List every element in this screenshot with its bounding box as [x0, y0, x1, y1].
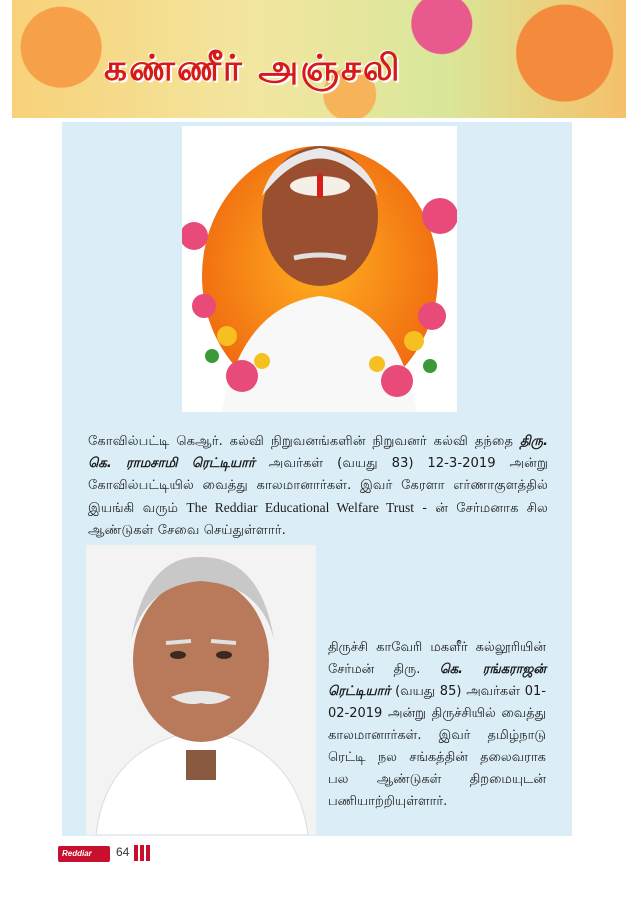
tribute2-name: கெ. ரங்கராஜன் ரெட்டியார்	[328, 662, 546, 699]
tribute-paragraph-1	[88, 431, 548, 542]
footer-bars-decoration	[134, 845, 152, 865]
tribute1-line3: கோவில்பட்டியில் வைத்து காலமானார்கள். இவர் கேரளா எர்ணாகுளத்தில் இயங்கி வரும்	[88, 478, 548, 517]
tribute1-name: திரு. கெ. ராமசாமி ரெட்டியார்	[88, 434, 548, 472]
magazine-logo	[58, 846, 110, 862]
portrait-icon	[182, 126, 457, 412]
portrait-icon	[86, 545, 316, 835]
tribute1-line4: - ன் சேர்மனாக சில ஆண்டுகள் சேவை செய்துள்ளார்.	[88, 501, 548, 539]
page-number: 64	[116, 845, 130, 859]
header-banner	[12, 0, 626, 118]
portrait-photo-2	[86, 545, 316, 835]
tribute1-line1: கோவில்பட்டி கெஆர். கல்வி நிறுவனங்களின் நிறுவனர் கல்வி தந்தை	[88, 434, 514, 450]
magazine-logo-text: Reddiar	[62, 849, 92, 858]
tribute1-english-name: The Reddiar Educational Welfare Trust	[186, 500, 415, 516]
portrait-photo-1	[182, 126, 457, 412]
tribute1-line2: அவர்கள் (வயது 83) 12-3-2019 அன்று	[254, 456, 548, 472]
tribute2-line1: திருச்சி காவேரி மகளீர் கல்லூரியின் சேர்மன் திரு.	[328, 640, 546, 677]
banner-title: கண்ணீர் அஞ்சலி	[104, 48, 402, 89]
tribute-paragraph-2	[328, 637, 546, 813]
tribute2-rest: (வயது 85) அவர்கள் 01-02-2019 அன்று திருச்சியில் வைத்து காலமானார்கள். இவர் தமிழ்நாடு ரெட்டி நல சங்கத்தின் தலைவராக பல ஆண்டுகள் திறமையுடன் பணியாற்றியுள்ளார்.	[328, 684, 546, 809]
